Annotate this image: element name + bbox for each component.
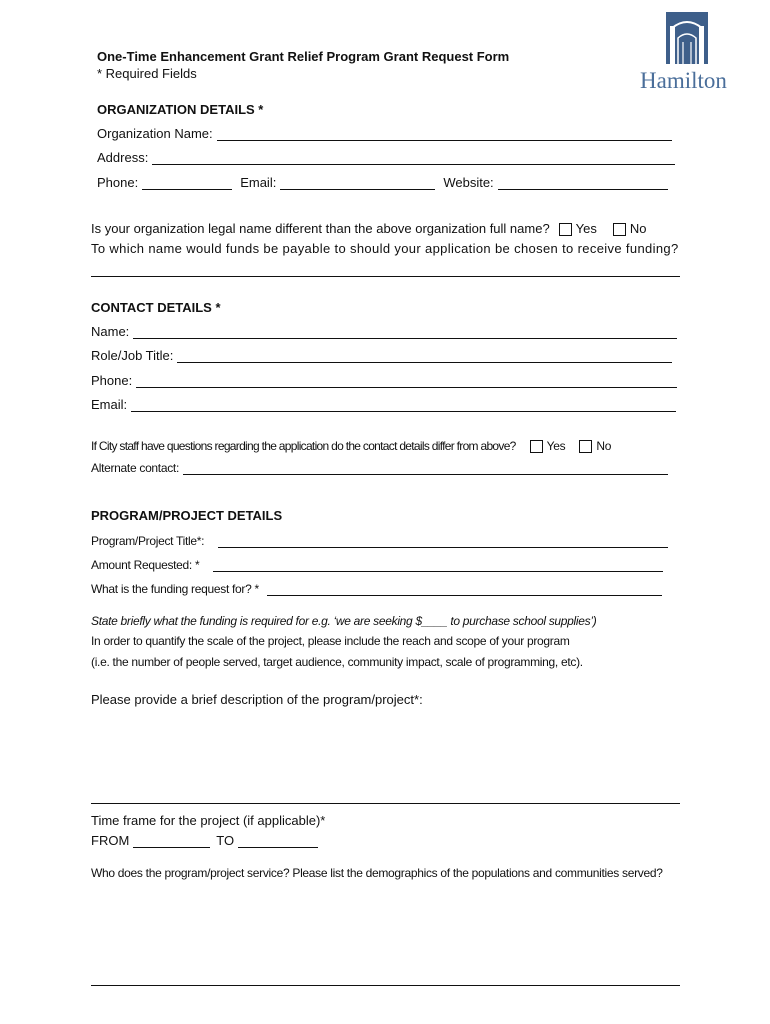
- contact-phone-row: [91, 373, 677, 388]
- org-phone-row: [97, 175, 668, 190]
- amount-requested-field[interactable]: [213, 557, 663, 572]
- contact-name-label: Name:: [91, 324, 130, 339]
- alternate-contact-label: Alternate contact:: [91, 461, 179, 475]
- address-row: [97, 150, 675, 165]
- hamilton-logo: [640, 12, 740, 96]
- timeframe-label: Time frame for the project (if applicable)*: [91, 813, 326, 828]
- amount-requested-label: Amount Requested: *: [91, 558, 200, 572]
- contact-email-field[interactable]: [131, 397, 676, 412]
- program-heading: PROGRAM/PROJECT DETAILS: [91, 508, 283, 523]
- contact-heading: CONTACT DETAILS *: [91, 300, 221, 315]
- form-title: One-Time Enhancement Grant Relief Program Grant Request Form: [97, 49, 510, 64]
- contact-name-field[interactable]: [133, 324, 677, 339]
- program-title-row: [91, 533, 668, 548]
- contact-email-row: [91, 397, 676, 412]
- contact-name-row: [91, 324, 677, 339]
- org-phone-label: Phone:: [97, 175, 139, 190]
- legal-name-no-checkbox[interactable]: [613, 223, 626, 236]
- to-label: TO: [216, 833, 235, 848]
- payable-name-field[interactable]: [91, 276, 680, 277]
- legal-name-no-label: No: [629, 221, 647, 236]
- org-name-field[interactable]: [217, 126, 672, 141]
- legal-name-question: Is your organization legal name different than the above organization full name?: [91, 221, 550, 236]
- contact-phone-field[interactable]: [136, 373, 677, 388]
- contact-differ-yes-checkbox[interactable]: [530, 440, 543, 453]
- alternate-contact-row: [91, 460, 668, 475]
- state-briefly-instruction: State briefly what the funding is required for e.g. ‘we are seeking $____ to purchase school supplies’): [91, 614, 597, 628]
- payable-name-question: To which name would funds be payable to should your application be chosen to receive funding?: [91, 241, 679, 256]
- from-field[interactable]: [133, 833, 210, 848]
- timeframe-row: [91, 833, 318, 848]
- contact-role-field[interactable]: [177, 348, 672, 363]
- address-label: Address:: [97, 150, 149, 165]
- org-phone-field[interactable]: [142, 175, 232, 190]
- org-website-label: Website:: [443, 175, 494, 190]
- org-email-field[interactable]: [280, 175, 435, 190]
- legal-name-yes-label: Yes: [575, 221, 597, 236]
- demographics-question: Who does the program/project service? Please list the demographics of the populations and communities served?: [91, 866, 663, 880]
- org-name-row: [97, 126, 672, 141]
- org-website-field[interactable]: [498, 175, 668, 190]
- contact-phone-label: Phone:: [91, 373, 133, 388]
- to-field[interactable]: [238, 833, 318, 848]
- funding-for-field[interactable]: [267, 581, 662, 596]
- alternate-contact-field[interactable]: [183, 460, 668, 475]
- address-field[interactable]: [152, 150, 675, 165]
- funding-for-label: What is the funding request for? *: [91, 582, 259, 596]
- required-fields-note: * Required Fields: [97, 66, 197, 81]
- contact-email-label: Email:: [91, 397, 128, 412]
- description-field[interactable]: [91, 803, 680, 804]
- amount-requested-row: [91, 557, 663, 572]
- description-label: Please provide a brief description of the program/project*:: [91, 692, 423, 707]
- contact-differ-no-label: No: [596, 439, 612, 453]
- program-title-field[interactable]: [218, 533, 668, 548]
- hamilton-logo-icon: [666, 12, 708, 66]
- examples-instruction: (i.e. the number of people served, target audience, community impact, scale of programming, etc).: [91, 655, 583, 669]
- hamilton-logo-text: Hamilton: [640, 68, 727, 93]
- contact-differ-question: If City staff have questions regarding the application do the contact details differ from above?: [91, 439, 516, 453]
- contact-differ-row: [91, 439, 611, 453]
- contact-role-row: [91, 348, 672, 363]
- contact-role-label: Role/Job Title:: [91, 348, 174, 363]
- legal-name-yes-checkbox[interactable]: [559, 223, 572, 236]
- org-heading: ORGANIZATION DETAILS *: [97, 102, 264, 117]
- contact-differ-no-checkbox[interactable]: [579, 440, 592, 453]
- program-title-label: Program/Project Title*:: [91, 534, 205, 548]
- funding-for-row: [91, 581, 662, 596]
- org-email-label: Email:: [240, 175, 277, 190]
- org-name-label: Organization Name:: [97, 126, 213, 141]
- contact-differ-yes-label: Yes: [546, 439, 566, 453]
- legal-name-row: [91, 221, 647, 236]
- demographics-field[interactable]: [91, 985, 680, 986]
- from-label: FROM: [91, 833, 130, 848]
- quantify-instruction: In order to quantify the scale of the project, please include the reach and scope of your program: [91, 634, 570, 648]
